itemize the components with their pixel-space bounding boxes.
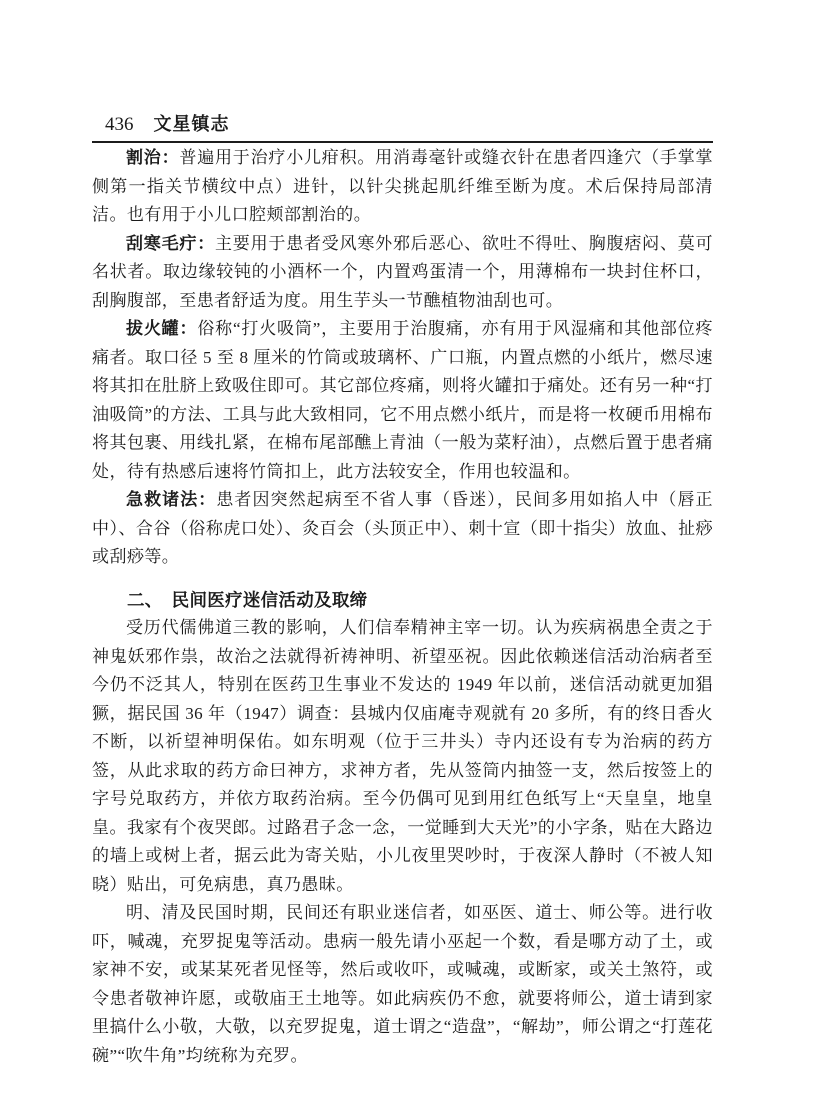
paragraph-jijiu-zhufa bbox=[92, 486, 713, 572]
paragraph-professional-superstition: 明、清及民国时期，民间还有职业迷信者，如巫医、道士、师公等。进行收吓，喊魂，充罗捉鬼等活动。患病一般先请小巫起一个数，看是哪方动了土，或家神不安，或某某死者见怪等，然后或收吓，或喊魂，或断家，或关土煞符，或令患者敬神许愿，或敬庙王土地等。如此病疾仍不愈，就要将师公，道士请到家里搞什么小敬，大敬，以充罗捉鬼，道士谓之“造盘”，“解劫”，师公谓之“打莲花碗”“吹牛角”均统称为充罗。 bbox=[92, 903, 713, 1065]
paragraph-gezhi bbox=[92, 144, 713, 230]
book-title: 文星镇志 bbox=[153, 114, 230, 134]
page-header bbox=[92, 110, 713, 143]
paragraph-jijiu-zhufa-lead: 急救诸法： bbox=[126, 490, 217, 509]
page-number: 436 bbox=[105, 114, 134, 135]
paragraph-gezhi-text: 普遍用于治疗小儿疳积。用消毒毫针或缝衣针在患者四逢穴（手掌掌侧第一指关节横纹中点）进针，以针尖挑起肌纤维至断为度。术后保持局部清洁。也有用于小儿口腔颊部割治的。 bbox=[92, 148, 714, 224]
paragraph-bahuoguan-text: 俗称“打火吸筒”，主要用于治腹痛，亦有用于风湿痛和其他部位疼痛者。取口径 5 至 8 厘米的竹筒或玻璃杯、广口瓶，内置点燃的小纸片，燃尽速将其扣在肚脐上致吸住即可。其它部位疼痛，则将火罐扣于痛处。还有另一种“打油吸筒”的方法、工具与此大致相同，它不用点燃小纸片，而是将一枚硬币用棉布将其包裹、用线扎紧，在棉布尾部醮上青油（一般为菜籽油），点燃后置于患者痛处，待有热感后速将竹筒扣上，此方法较安全，作用也较温和。 bbox=[92, 319, 713, 481]
paragraph-bahuoguan bbox=[92, 315, 713, 486]
paragraph-guahan-maoding-lead: 刮寒毛疔： bbox=[126, 233, 215, 253]
paragraph-superstition-history: 受历代儒佛道三教的影响，人们信奉精神主宰一切。认为疾病祸患全责之于神鬼妖邪作祟，故治之法就得祈祷神明、祈望巫祝。因此依赖迷信活动治病者至今仍不泛其人，特别在医药卫生事业不发达的 1949 年以前，迷信活动就更加猖獗，据民国 36 年（1947）调查：县城内仅庙庵寺观就有 20 多所，有的终日香火不断，以祈望神明保佑。如东明观（位于三井头）寺内还设有专为治病的药方签，从此求取的药方命曰神方，求神方者，先从签筒内抽签一支，然后按签上的字号兑取药方，并依方取药治病。至今仍偶可见到用红色纸写上“天皇皇，地皇皇。我家有个夜哭郎。过路君子念一念，一觉睡到大天光”的小字条，贴在大路边的墙上或树上者，据云此为寄关贴，小儿夜里哭吵时，于夜深人静时（不被人知晓）贴出，可免病患，真乃愚昧。 bbox=[92, 618, 713, 894]
paragraph-gezhi-lead: 割治： bbox=[126, 148, 180, 167]
page-body bbox=[92, 144, 713, 1070]
section-heading: 二、 民间医疗迷信活动及取缔 bbox=[127, 589, 368, 610]
paragraph-guahan-maoding bbox=[92, 230, 713, 316]
paragraph-guahan-maoding-text: 主要用于患者受风寒外邪后恶心、欲吐不得吐、胸腹痞闷、莫可名状者。取边缘较钝的小酒杯一个，内置鸡蛋清一个，用薄棉布一块封住杯口，刮胸腹部，至患者舒适为度。用生芋头一节醮植物油刮也可。 bbox=[92, 233, 713, 310]
paragraph-bahuoguan-lead: 拔火罐： bbox=[126, 319, 198, 338]
paragraph-jijiu-zhufa-text: 患者因突然起病至不省人事（昏迷），民间多用如掐人中（唇正中）、合谷（俗称虎口处）、灸百会（头顶正中）、刺十宣（即十指尖）放血、扯痧或刮痧等。 bbox=[92, 490, 713, 566]
